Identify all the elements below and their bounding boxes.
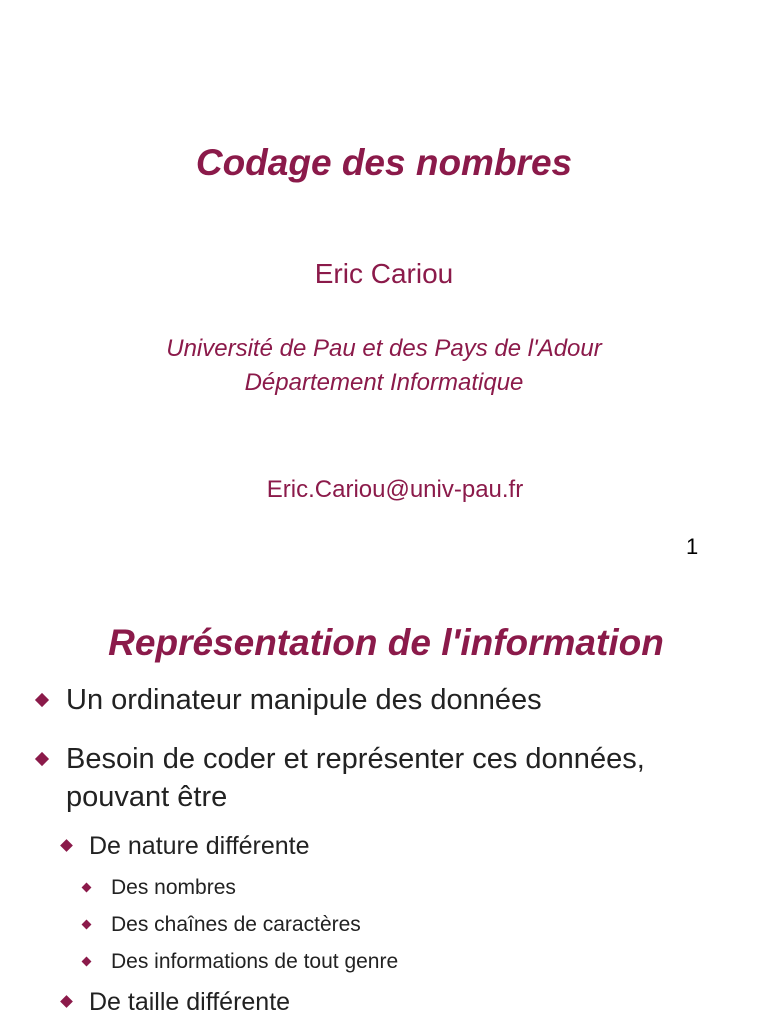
bullet-item bbox=[111, 874, 236, 902]
affiliation-university: Université de Pau et des Pays de l'Adour bbox=[166, 335, 602, 362]
diamond-bullet-icon bbox=[82, 883, 92, 893]
author-email: Eric.Cariou@univ-pau.fr bbox=[266, 476, 524, 503]
diamond-bullet-icon bbox=[82, 920, 92, 930]
diamond-bullet-icon bbox=[82, 957, 92, 967]
diamond-bullet-icon bbox=[35, 693, 49, 707]
diamond-bullet-icon bbox=[60, 839, 73, 852]
content-slide bbox=[0, 580, 768, 1024]
bullet-text: Des informations de tout genre bbox=[111, 950, 399, 973]
bullet-text: Des nombres bbox=[111, 876, 236, 899]
bullet-text: Des chaînes de caractères bbox=[111, 913, 361, 936]
bullet-item bbox=[111, 911, 361, 939]
bullet-text: De taille différente bbox=[89, 988, 291, 1016]
bullet-text: De nature différente bbox=[89, 832, 310, 860]
bullet-item bbox=[89, 986, 290, 1018]
bullet-item bbox=[66, 681, 542, 719]
diamond-bullet-icon bbox=[35, 752, 49, 766]
page-number: 1 bbox=[686, 534, 699, 559]
bullet-item bbox=[66, 740, 645, 816]
slide-title: Codage des nombres bbox=[195, 142, 573, 183]
author-name: Eric Cariou bbox=[314, 258, 454, 289]
affiliation bbox=[0, 332, 768, 400]
affiliation-department: Département Informatique bbox=[244, 369, 524, 396]
bullet-text-continuation: pouvant être bbox=[66, 781, 228, 813]
diamond-bullet-icon bbox=[60, 995, 73, 1008]
bullet-item bbox=[111, 948, 398, 976]
bullet-text: Un ordinateur manipule des données bbox=[66, 684, 542, 716]
slide-title: Représentation de l'information bbox=[108, 622, 664, 663]
bullet-text: Besoin de coder et représenter ces données, bbox=[66, 743, 645, 775]
bullet-item bbox=[89, 830, 310, 862]
